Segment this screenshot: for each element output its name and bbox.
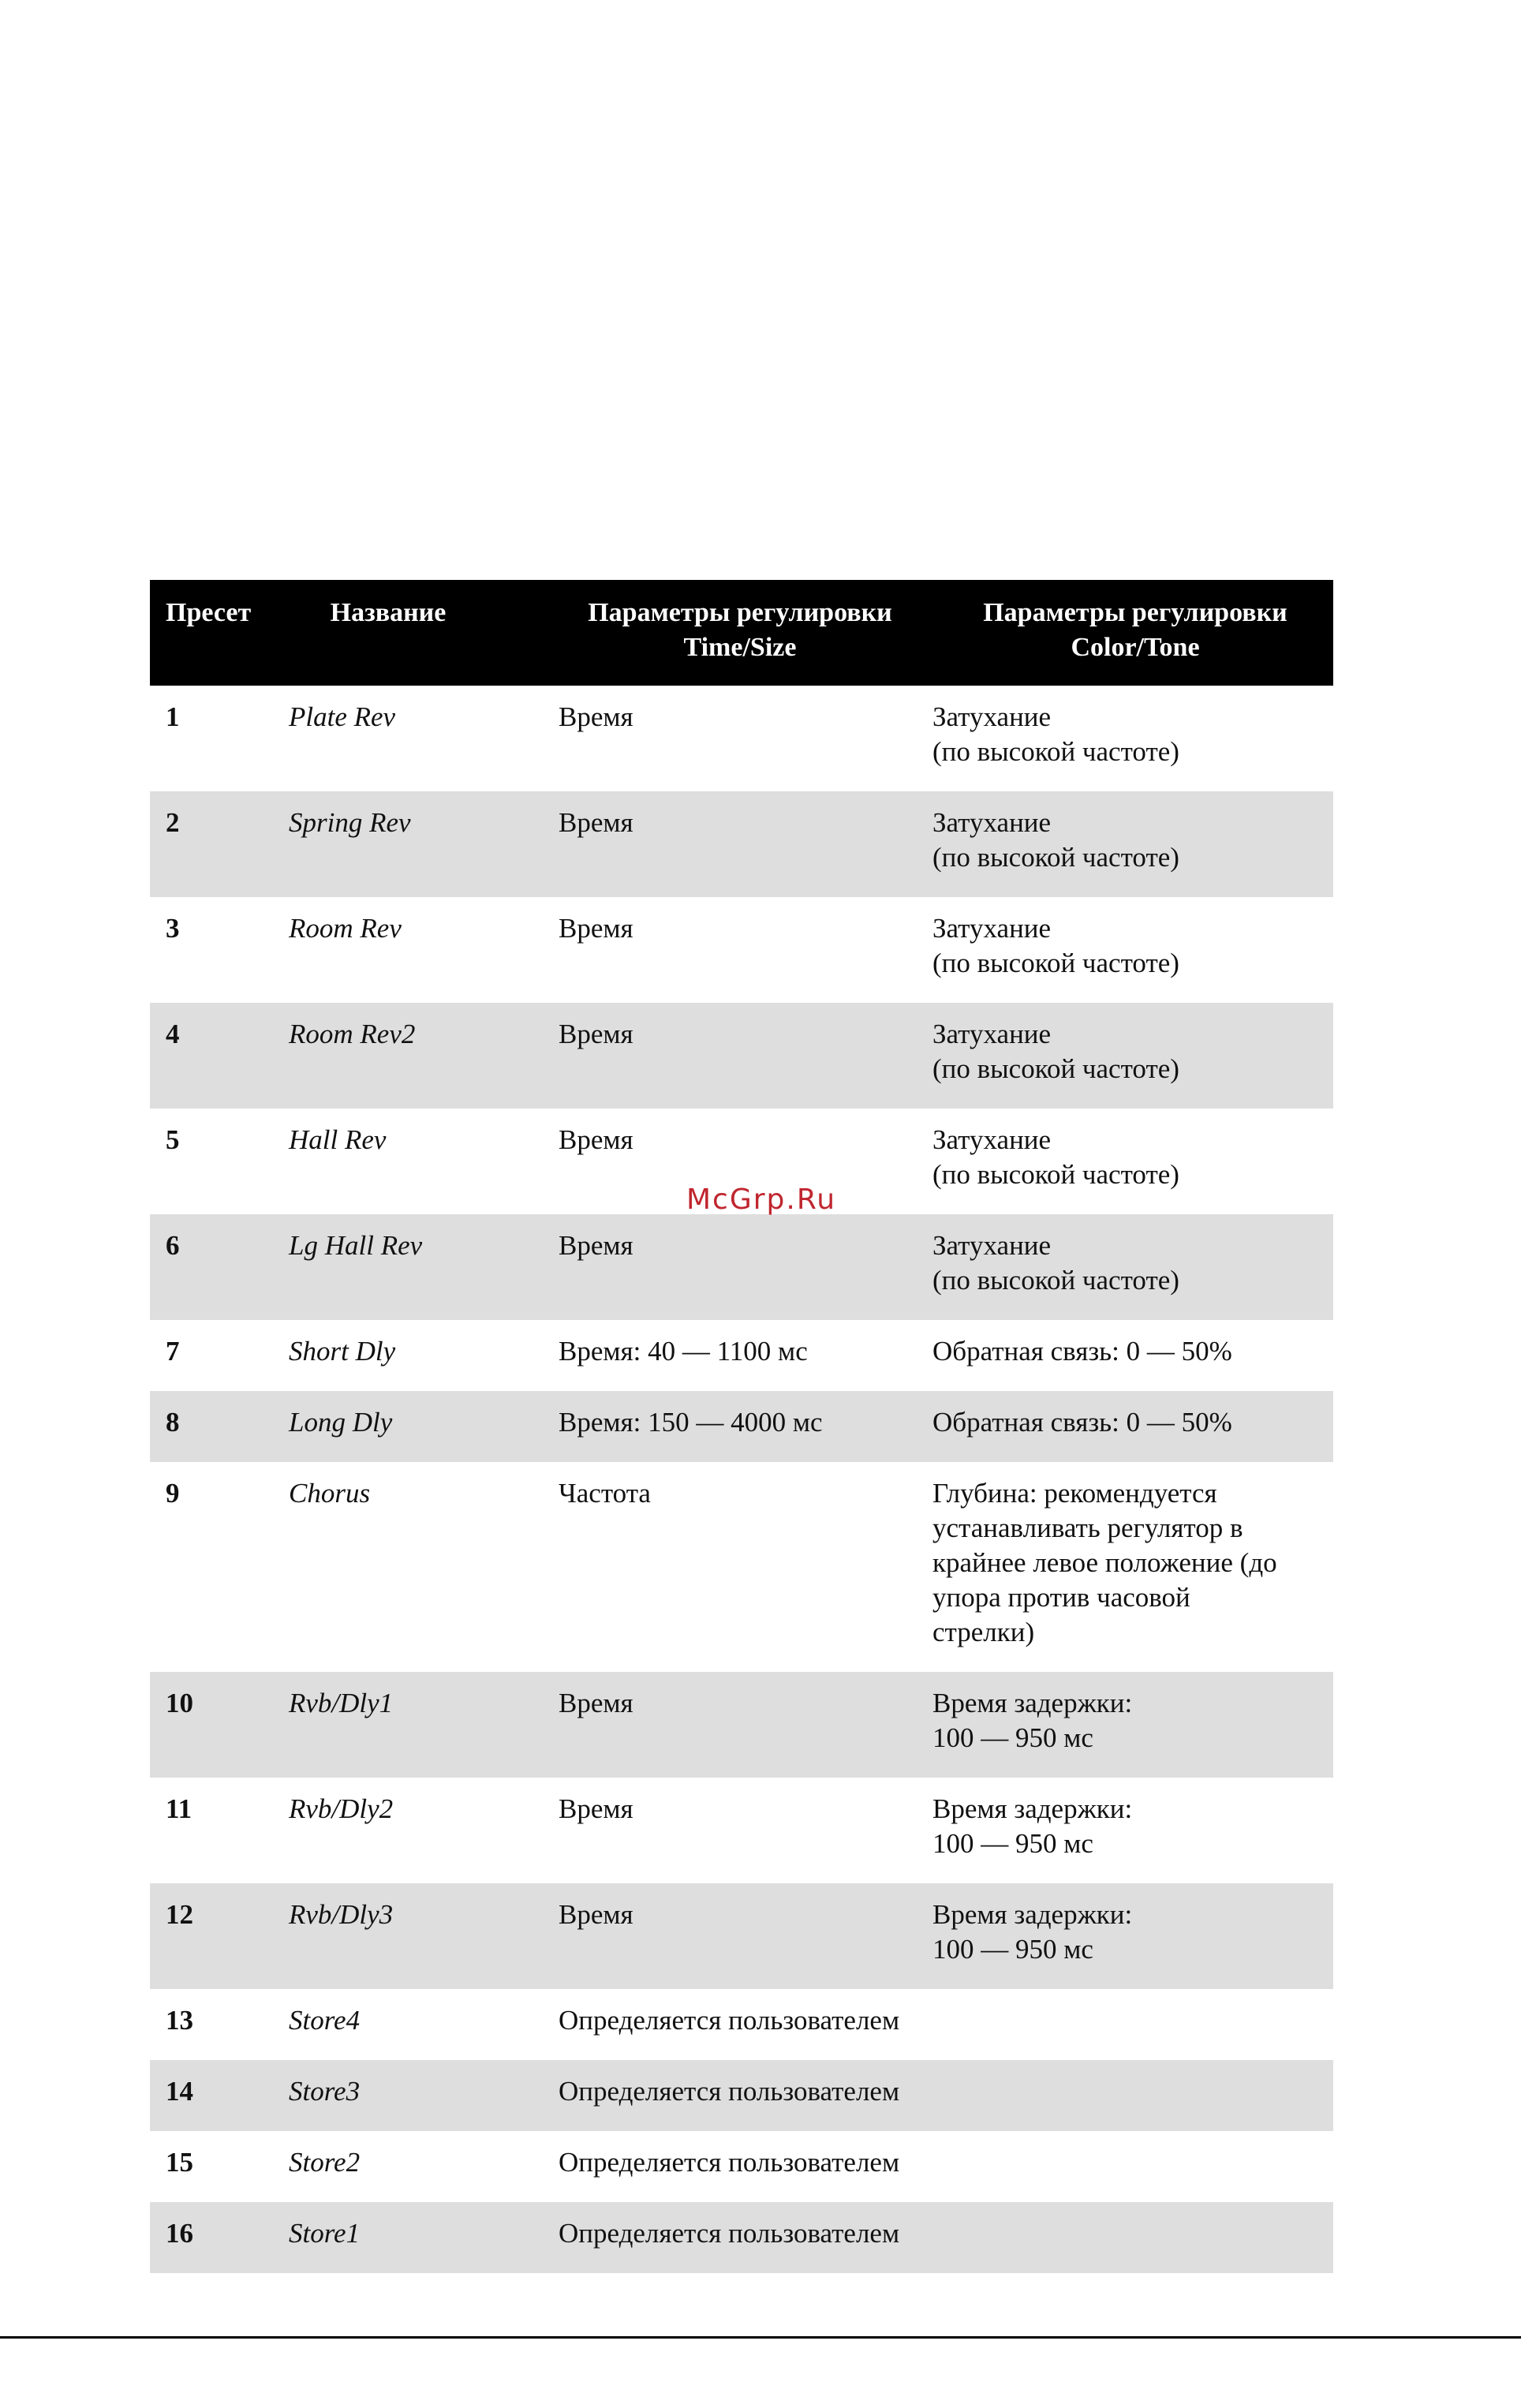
header-time-size: Параметры регулировки Time/Size <box>588 598 892 662</box>
preset-number: 14 <box>166 2076 193 2107</box>
color-tone-param: Затухание (по высокой частоте) <box>932 701 1179 767</box>
table-header <box>150 580 1333 686</box>
user-defined-param: Определяется пользователем <box>559 2005 900 2036</box>
preset-number: 16 <box>166 2218 193 2249</box>
preset-name: Long Dly <box>289 1407 393 1438</box>
table-row <box>150 2060 1333 2131</box>
user-defined-param: Определяется пользователем <box>559 2218 900 2249</box>
preset-name: Store3 <box>289 2076 361 2107</box>
color-tone-param: Обратная связь: 0 — 50% <box>932 1407 1232 1438</box>
color-tone-param: Глубина: рекомендуется устанавливать регулятор в крайнее левое положение (до упора против часовой стрелки) <box>932 1478 1277 1647</box>
table-row <box>150 1989 1333 2060</box>
header-name: Название <box>330 598 447 627</box>
preset-name: Room Rev <box>289 913 402 944</box>
color-tone-param: Время задержки: 100 — 950 мс <box>932 1899 1133 1965</box>
bottom-divider <box>0 2336 1521 2339</box>
header-preset: Пресет <box>166 598 252 627</box>
time-size-param: Время: 150 — 4000 мс <box>559 1407 823 1438</box>
table-row <box>150 1214 1333 1320</box>
color-tone-param: Затухание (по высокой частоте) <box>932 1124 1179 1190</box>
preset-number: 13 <box>166 2005 193 2036</box>
preset-number: 3 <box>166 913 180 944</box>
preset-name: Store4 <box>289 2005 361 2036</box>
preset-name: Plate Rev <box>289 701 396 732</box>
preset-number: 7 <box>166 1336 180 1367</box>
preset-name: Rvb/Dly1 <box>289 1688 394 1718</box>
preset-number: 8 <box>166 1407 180 1438</box>
preset-number: 10 <box>166 1688 193 1718</box>
time-size-param: Время <box>559 1124 633 1155</box>
table-row <box>150 1462 1333 1672</box>
time-size-param: Время <box>559 1688 633 1718</box>
preset-number: 5 <box>166 1124 180 1155</box>
time-size-param: Время <box>559 1899 633 1930</box>
time-size-param: Время <box>559 807 633 838</box>
time-size-param: Время <box>559 1230 633 1261</box>
preset-name: Spring Rev <box>289 807 411 838</box>
table-row <box>150 1320 1333 1391</box>
preset-name: Hall Rev <box>289 1124 387 1155</box>
preset-number: 2 <box>166 807 180 838</box>
preset-number: 4 <box>166 1019 180 1049</box>
color-tone-param: Затухание (по высокой частоте) <box>932 1019 1179 1084</box>
preset-table <box>150 580 1333 2273</box>
color-tone-param: Обратная связь: 0 — 50% <box>932 1336 1232 1367</box>
user-defined-param: Определяется пользователем <box>559 2076 900 2107</box>
table-row <box>150 2202 1333 2273</box>
color-tone-param: Затухание (по высокой частоте) <box>932 913 1179 978</box>
preset-name: Chorus <box>289 1478 371 1509</box>
preset-name: Lg Hall Rev <box>289 1230 423 1261</box>
color-tone-param: Время задержки: 100 — 950 мс <box>932 1688 1133 1753</box>
preset-number: 11 <box>166 1793 192 1824</box>
header-color-tone: Параметры регулировки Color/Tone <box>983 598 1287 662</box>
time-size-param: Время <box>559 1793 633 1824</box>
table-row <box>150 1391 1333 1462</box>
preset-name: Room Rev2 <box>289 1019 416 1049</box>
user-defined-param: Определяется пользователем <box>559 2147 900 2178</box>
time-size-param: Время <box>559 913 633 944</box>
time-size-param: Время <box>559 1019 633 1049</box>
time-size-param: Время <box>559 701 633 732</box>
table-row <box>150 791 1333 897</box>
table-row <box>150 686 1333 791</box>
table-row <box>150 1672 1333 1778</box>
preset-number: 9 <box>166 1478 180 1509</box>
preset-name: Store2 <box>289 2147 361 2178</box>
color-tone-param: Затухание (по высокой частоте) <box>932 807 1179 873</box>
preset-name: Store1 <box>289 2218 361 2249</box>
table-row <box>150 1778 1333 1883</box>
preset-number: 15 <box>166 2147 193 2178</box>
table-row <box>150 1003 1333 1109</box>
table-row <box>150 1883 1333 1989</box>
table-row <box>150 897 1333 1003</box>
preset-name: Rvb/Dly2 <box>289 1793 394 1824</box>
time-size-param: Частота <box>559 1478 651 1509</box>
preset-name: Short Dly <box>289 1336 396 1367</box>
color-tone-param: Время задержки: 100 — 950 мс <box>932 1793 1133 1859</box>
preset-number: 12 <box>166 1899 193 1930</box>
watermark: McGrp.Ru <box>686 1183 837 1216</box>
preset-number: 1 <box>166 701 180 732</box>
preset-name: Rvb/Dly3 <box>289 1899 394 1930</box>
table-row <box>150 2131 1333 2202</box>
color-tone-param: Затухание (по высокой частоте) <box>932 1230 1179 1296</box>
time-size-param: Время: 40 — 1100 мс <box>559 1336 808 1367</box>
preset-number: 6 <box>166 1230 180 1261</box>
